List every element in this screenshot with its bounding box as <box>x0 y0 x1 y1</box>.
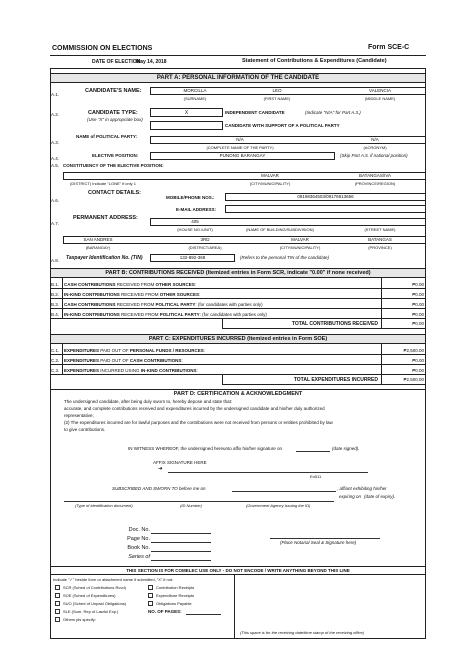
doc-no-field[interactable] <box>151 533 211 534</box>
checkbox-mark: X <box>184 110 189 116</box>
caption: (DISTRICT/AREA) <box>188 245 222 250</box>
caption: (FIRST NAME) <box>263 96 291 101</box>
checkbox[interactable] <box>55 617 60 622</box>
address-province: BATANGAS <box>368 237 392 242</box>
amount[interactable]: ₱0.00 <box>412 312 424 317</box>
candidate-type-hint: (Use "X" in appropriate box) <box>87 117 143 122</box>
checkbox[interactable] <box>148 585 153 590</box>
total-contributions-label: TOTAL CONTRIBUTIONS RECEIVED <box>291 321 378 327</box>
caption: (Type of identification document) <box>75 503 133 508</box>
checkbox[interactable] <box>55 593 60 598</box>
pages-label: NO. OF PAGES: <box>148 609 182 614</box>
checklist-label: Others pls specify: <box>63 617 96 622</box>
comelec-indicate: Indicate "✓" beside form or attachment name if submitted, "X" if not: <box>53 577 174 582</box>
total-expenditures-label: TOTAL EXPENDITURES INCURRED <box>293 377 378 383</box>
row-number: C.3. <box>51 368 60 373</box>
address-city: MALVAR <box>291 237 309 242</box>
permanent-address-label: PERMANENT ADDRESS: <box>73 215 138 221</box>
party-support-label: CANDIDATE WITH SUPPORT OF A POLITICAL PARTY <box>225 123 340 128</box>
checklist-label: Contribution Receipts <box>156 585 195 590</box>
party-name: N/A <box>236 137 244 142</box>
amount[interactable]: ₱0.00 <box>412 282 424 287</box>
caption: (ACRONYM) <box>363 145 387 150</box>
row-number: A.8. <box>51 258 60 263</box>
expiring-label: expiring on <box>339 494 362 499</box>
elective-position-label: ELECTIVE POSITION: <box>92 153 139 158</box>
candidate-first-name: LEO <box>272 88 282 93</box>
row-number: B.4. <box>51 312 60 317</box>
checkbox[interactable] <box>55 601 60 606</box>
caption: (Government Agency issuing the ID) <box>246 503 311 508</box>
party-support-checkbox[interactable] <box>150 121 223 130</box>
caption: (PROVINCE) <box>368 245 392 250</box>
row-number: B.1. <box>51 282 60 287</box>
part-a-title: PART A: PERSONAL INFORMATION OF THE CANDIDATE <box>156 75 320 81</box>
row-number: A.4. <box>51 156 60 161</box>
independent-label: INDEPENDENT CANDIDATE <box>225 110 285 115</box>
elective-position: PUNONG BARANGAY <box>219 153 266 158</box>
row-label: EXPENDITURES INCURRED USING IN-KIND CONTRIBUTIONS: <box>64 368 198 373</box>
witness-date-label: (date signed). <box>332 446 360 451</box>
constituency-city: MALVAR <box>261 173 279 178</box>
amount[interactable]: ₱0.00 <box>412 358 424 363</box>
row-label: CASH CONTRIBUTIONS RECEIVED FROM OTHER SOURCES: <box>64 282 197 287</box>
checkbox[interactable] <box>55 585 60 590</box>
house-number: 405 <box>191 219 199 224</box>
certification-text: to give contributions. <box>64 427 106 432</box>
checklist-label: SCR (Sched of Contributions Rcvd) <box>63 585 126 590</box>
amount[interactable]: ₱0.00 <box>412 292 424 297</box>
candidate-name-label: CANDIDATE'S NAME: <box>85 88 142 94</box>
part-d-title: PART D: CERTIFICATION & ACKNOWLEDGMENT <box>173 391 303 397</box>
elective-position-hint: (Skip Part A.5. if national position) <box>340 153 408 158</box>
caption: (HOUSE NO./UNIT) <box>177 227 213 232</box>
row-number: A.6. <box>51 198 60 203</box>
contact-details-label: CONTACT DETAILS: <box>88 190 141 196</box>
row-label: IN-KIND CONTRIBUTIONS RECEIVED FROM OTHER SOURCES: <box>64 292 201 297</box>
signature-line[interactable] <box>168 472 368 473</box>
caption: (BARANGAY) <box>85 245 111 250</box>
checklist-label: SOE (Sched of Expenditures) <box>63 593 116 598</box>
series-label: Series of <box>128 554 150 560</box>
caption: (SURNAME) <box>183 96 207 101</box>
mobile-label: MOBILE/PHONE NOS.: <box>166 195 215 200</box>
checklist-label: Expenditure Receipts <box>156 593 195 598</box>
part-c-title: PART C: EXPENDITURES INCURRED (Itemized entries in Form SOE) <box>148 336 328 342</box>
expiring-tail: (date of expiry). <box>364 494 396 499</box>
election-date-label: DATE OF ELECTION: <box>92 59 142 65</box>
certification-text: accurate, and complete contributions received and expenditures incurred by the undersigned candidate and his/her duly authorized <box>64 406 325 411</box>
caption: (STREET NAME) <box>364 227 396 232</box>
amount[interactable]: ₱2,500.00 <box>403 348 424 353</box>
row-number: A.7. <box>51 221 60 226</box>
total-contributions: ₱0.00 <box>412 321 424 326</box>
row-label: EXPENDITURES PAID OUT OF CASH CONTRIBUTIONS: <box>64 358 183 363</box>
amount[interactable]: ₱0.00 <box>412 302 424 307</box>
page-no-field[interactable] <box>151 542 211 543</box>
checkbox[interactable] <box>148 601 153 606</box>
row-number: C.1. <box>51 348 60 353</box>
caption: (CITY/MUNICIPALITY) <box>279 245 321 250</box>
row-label: EXPENDITURES PAID OUT OF PERSONAL FUNDS / RESOURCES: <box>64 348 206 353</box>
certification-text: The undersigned candidate, after being duly sworn to, hereby depose and state that: <box>64 399 233 404</box>
tin-hint: (Refers to the personal TIN of the candidate) <box>240 255 330 260</box>
candidate-type-label: CANDIDATE TYPE: <box>88 110 138 116</box>
form-title: Statement of Contributions & Expenditures (Candidate) <box>242 58 387 64</box>
email-field[interactable] <box>225 205 426 213</box>
row-number: C.2. <box>51 358 60 363</box>
row-number: A.1. <box>51 92 60 97</box>
caption: (CITY/MUNICIPALITY) <box>249 181 291 186</box>
doc-no-label: Doc. No. <box>128 527 150 533</box>
commission-title: COMMISSION ON ELECTIONS <box>52 45 153 52</box>
constituency-province: BATANGAS/IVA <box>358 173 391 178</box>
notarial-caption: (Place Notarial Seal & Signature here) <box>280 540 357 545</box>
caption: (ID Number) <box>180 503 203 508</box>
tin-label: Taxpayer Identification No. (TIN) <box>66 255 143 261</box>
constituency-label: CONSTITUENCY OF THE ELECTIVE POSITION: <box>63 163 164 168</box>
caption: (NAME OF BUILDING/SUBDIVISION) <box>246 227 314 232</box>
arrow-right-icon: ➜ <box>158 466 163 472</box>
row-number: B.2. <box>51 292 60 297</box>
checklist-label: Obligations Payable <box>156 601 192 606</box>
caption: (PROVINCE/REGION) <box>354 181 396 186</box>
signature-code: En511 <box>310 474 322 479</box>
witness-text: IN WITNESS WHEREOF, the undersigned hereunto affix his/her signature on <box>128 446 282 451</box>
part-b-title: PART B: CONTRIBUTIONS RECEIVED (Itemized entries in Form SCR, indicate "0.00" if none received) <box>105 270 371 276</box>
page-no-label: Page No. <box>127 536 150 542</box>
row-number: B.3. <box>51 302 60 307</box>
barangay: SAN ANDRES <box>83 237 113 242</box>
affix-signature-label: AFFIX SIGNATURE HERE <box>153 460 207 465</box>
stamp-caption: (This space is for the receiving date/time stamp of the receiving office) <box>240 630 365 635</box>
row-number: A.5. <box>51 163 60 168</box>
form-code: Form SCE-C <box>368 44 410 51</box>
tin-value: 132-892-368 <box>179 255 206 260</box>
pages-field[interactable] <box>186 614 221 615</box>
independent-hint: (Indicate "N/A" for Part A.3.) <box>305 110 361 115</box>
amount[interactable]: ₱0.00 <box>412 368 424 373</box>
address-district: 3RD <box>200 237 210 242</box>
candidate-middle-name: VALENCIA <box>369 88 391 93</box>
candidate-surname: MORCILLA <box>183 88 207 93</box>
book-no-field[interactable] <box>151 551 211 552</box>
caption: (MIDDLE NAME) <box>364 96 396 101</box>
row-number: A.2. <box>51 112 60 117</box>
caption: (DISTRICT) Indicate "LONE" if only 1 <box>70 181 136 186</box>
book-no-label: Book No. <box>127 545 150 551</box>
mobile-number: 09198364503/09176913656 <box>297 194 354 199</box>
checkbox[interactable] <box>148 593 153 598</box>
email-label: E-MAIL ADDRESS: <box>176 207 217 212</box>
comelec-title: THIS SECTION IS FOR COMELEC USE ONLY - DO NOT ENCODE / WRITE ANYTHING BEYOND THIS LINE <box>126 568 350 573</box>
certification-text: (2) The expenditures incurred are for lawful purposes and the contributions were not received from persons or entities prohibited by law <box>64 420 333 425</box>
checkbox[interactable] <box>55 609 60 614</box>
election-date: May 14, 2018 <box>136 59 167 65</box>
party-acronym: N/A <box>371 137 379 142</box>
exhibiting-text: , affiant exhibiting his/her <box>337 486 387 491</box>
checklist-label: SLE (Sum. Rep of Lawful Exp.) <box>63 609 119 614</box>
series-field[interactable] <box>151 560 211 561</box>
row-label: CASH CONTRIBUTIONS RECEIVED FROM POLITICAL PARTY: (for candidates with parties only) <box>64 302 263 307</box>
subscribed-text: SUBSCRIBED AND SWORN TO before me on <box>112 486 206 491</box>
row-label: IN-KIND CONTRIBUTIONS RECEIVED FROM POLITICAL PARTY: (for candidates with parties only) <box>64 312 267 317</box>
checklist-label: SUO (Sched of Unpaid Obligations) <box>63 601 127 606</box>
notary-signature-line[interactable] <box>270 538 380 539</box>
total-expenditures: ₱2,500.00 <box>403 377 424 382</box>
certification-text: representative; <box>64 413 94 418</box>
caption: (COMPLETE NAME OF THE PARTY) <box>206 145 274 150</box>
row-number: A.3. <box>51 140 60 145</box>
party-name-label: NAME of POLITICAL PARTY: <box>76 134 137 139</box>
